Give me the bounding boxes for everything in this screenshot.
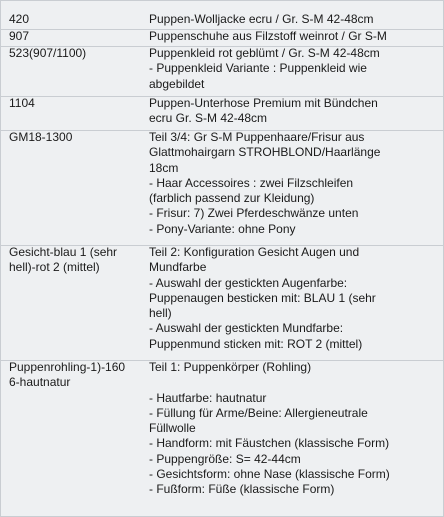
table-row — [1, 46, 443, 97]
item-code: 907 — [9, 29, 30, 43]
item-description: Teil 2: Konfiguration Gesicht Augen und Mundfarbe - Auswahl der gestickten Augenfarbe: Puppenaugen besticken mit: BLAU 1 (sehr hell) - Auswahl der gestickten Mundfarbe: Puppenmund sticken mit: ROT 2 (mittel) — [149, 245, 376, 351]
item-description: Teil 3/4: Gr S-M Puppenhaare/Frisur aus Glattmohairgarn STROHBLOND/Haarlänge 18cm - Haar Accessoires : zwei Filzschleifen (farblich passend zur Kleidung) - Frisur: 7) Zwei Pferdeschwänze unten - Pony-Variante: ohne Pony — [149, 130, 381, 236]
table-row — [1, 12, 443, 30]
table-row — [1, 130, 443, 246]
item-code: 523(907/1100) — [9, 46, 87, 60]
item-code: Puppenrohling-1)-160 6-hautnatur — [9, 360, 126, 390]
item-description: Puppen-Unterhose Premium mit Bündchen ecru Gr. S-M 42-48cm — [149, 96, 378, 126]
item-description: Puppen-Wolljacke ecru / Gr. S-M 42-48cm — [149, 12, 374, 26]
item-description: Puppenkleid rot geblümt / Gr. S-M 42-48cm - Puppenkleid Variante : Puppenkleid wie abgebildet — [149, 46, 380, 91]
item-description: Teil 1: Puppenkörper (Rohling) - Hautfarbe: hautnatur - Füllung für Arme/Beine: Allergieneutrale Füllwolle - Handform: mit Fäustchen (klassische Form) - Puppengröße: S= 42-44cm - Gesichtsform: ohne Nase (klassische Form) - Fußform: Füße (klassische Form) — [149, 360, 390, 497]
item-code: GM18-1300 — [9, 130, 73, 144]
item-code: Gesicht-blau 1 (sehr hell)-rot 2 (mittel) — [9, 245, 118, 275]
table-row — [1, 96, 443, 131]
table-row — [1, 29, 443, 47]
item-code: 420 — [9, 12, 30, 26]
item-description: Puppenschuhe aus Filzstoff weinrot / Gr S-M — [149, 29, 387, 43]
item-code: 1104 — [9, 96, 35, 110]
table-row — [1, 245, 443, 361]
table-row — [1, 360, 443, 516]
